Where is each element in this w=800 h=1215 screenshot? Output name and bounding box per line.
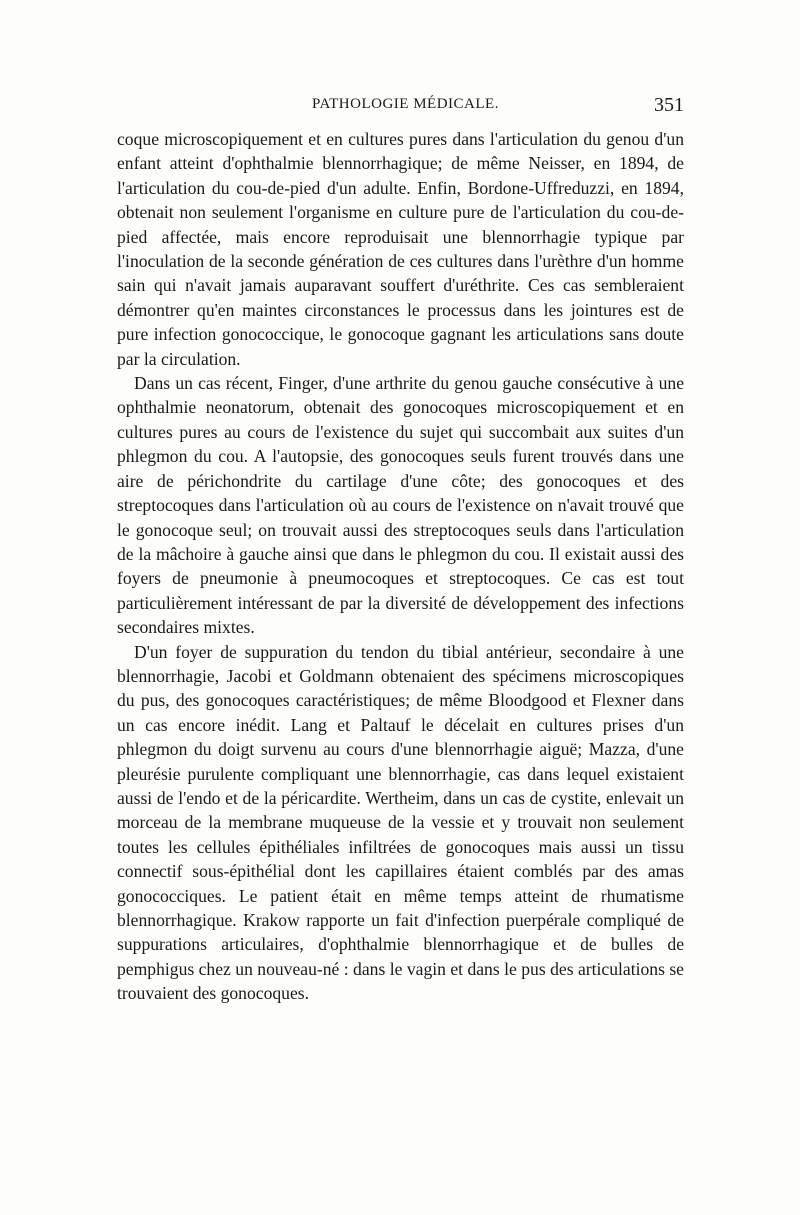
- running-head: [117, 96, 684, 120]
- paragraph-continued: coque microscopiquement et en cultures pures dans l'articulation du genou d'un enfant atteint d'ophthalmie blennorrhagique; de même Neisser, en 1894, de l'articulation du cou-de-pied d'un adulte. Enfin, Bordone-Uffreduzzi, en 1894, obtenait non seulement l'organisme en culture pure de l'articulation du cou-de-pied affectée, mais encore reproduisait une blennorrhagie typique par l'inoculation de la seconde génération de ces cultures dans l'urèthre d'un homme sain qui n'avait jamais auparavant souffert d'uréthrite. Ces cas sembleraient démontrer qu'en maintes circonstances le processus dans les jointures est de pure infection gonococcique, le gonocoque gagnant les articulations sans doute par la circulation.: [117, 129, 684, 369]
- running-title: PATHOLOGIE MÉDICALE.: [312, 96, 499, 112]
- page-number: 351: [654, 94, 684, 116]
- paragraph-suppuration: D'un foyer de suppuration du tendon du tibial antérieur, secondaire à une blennorrhagie, Jacobi et Goldmann obtenaient des spécimens microscopiques du pus, des gonocoques caractéristiques; de même Bloodgood et Flexner dans un cas encore inédit. Lang et Paltauf le décelait en cultures prises d'un phlegmon du doigt survenu au cours d'une blennorrhagie aiguë; Mazza, d'une pleurésie purulente compliquant une blennorrhagie, cas dans lequel existaient aussi de l'endo et de la péricardite. Wertheim, dans un cas de cystite, enlevait un morceau de la membrane muqueuse de la vessie et y trouvait non seulement toutes les cellules épithéliales infiltrées de gonocoques mais aussi un tissu connectif sous-épithélial dont les capillaires étaient comblés par des amas gonococciques. Le patient était en même temps atteint de rhumatisme blennorrhagique. Krakow rapporte un fait d'infection puerpérale compliqué de suppurations articulaires, d'ophthalmie blennorrhagique et de bulles de pemphigus chez un nouveau-né : dans le vagin et dans le pus des articulations se trouvaient des gonocoques.: [117, 641, 684, 1004]
- paragraph-finger-case: Dans un cas récent, Finger, d'une arthrite du genou gauche consécutive à une ophthalmie neonatorum, obtenait des gonocoques microscopiquement et en cultures pures au cours de l'existence du sujet qui succombait aux suites d'un phlegmon du cou. A l'autopsie, des gonocoques seuls furent trouvés dans une aire de périchondrite du cartilage d'une côte; des gonocoques et des streptocoques dans l'articulation où au cours de l'existence on n'avait trouvé que le gonocoque seul; on trouvait aussi des streptocoques seuls dans l'articulation de la mâchoire à gauche ainsi que dans le phlegmon du cou. Il existait aussi des foyers de pneumonie à pneumocoques et streptocoques. Ce cas est tout particulièrement intéressant de par la diversité de développement des infections secondaires mixtes.: [117, 373, 684, 638]
- body-text: [117, 127, 684, 1006]
